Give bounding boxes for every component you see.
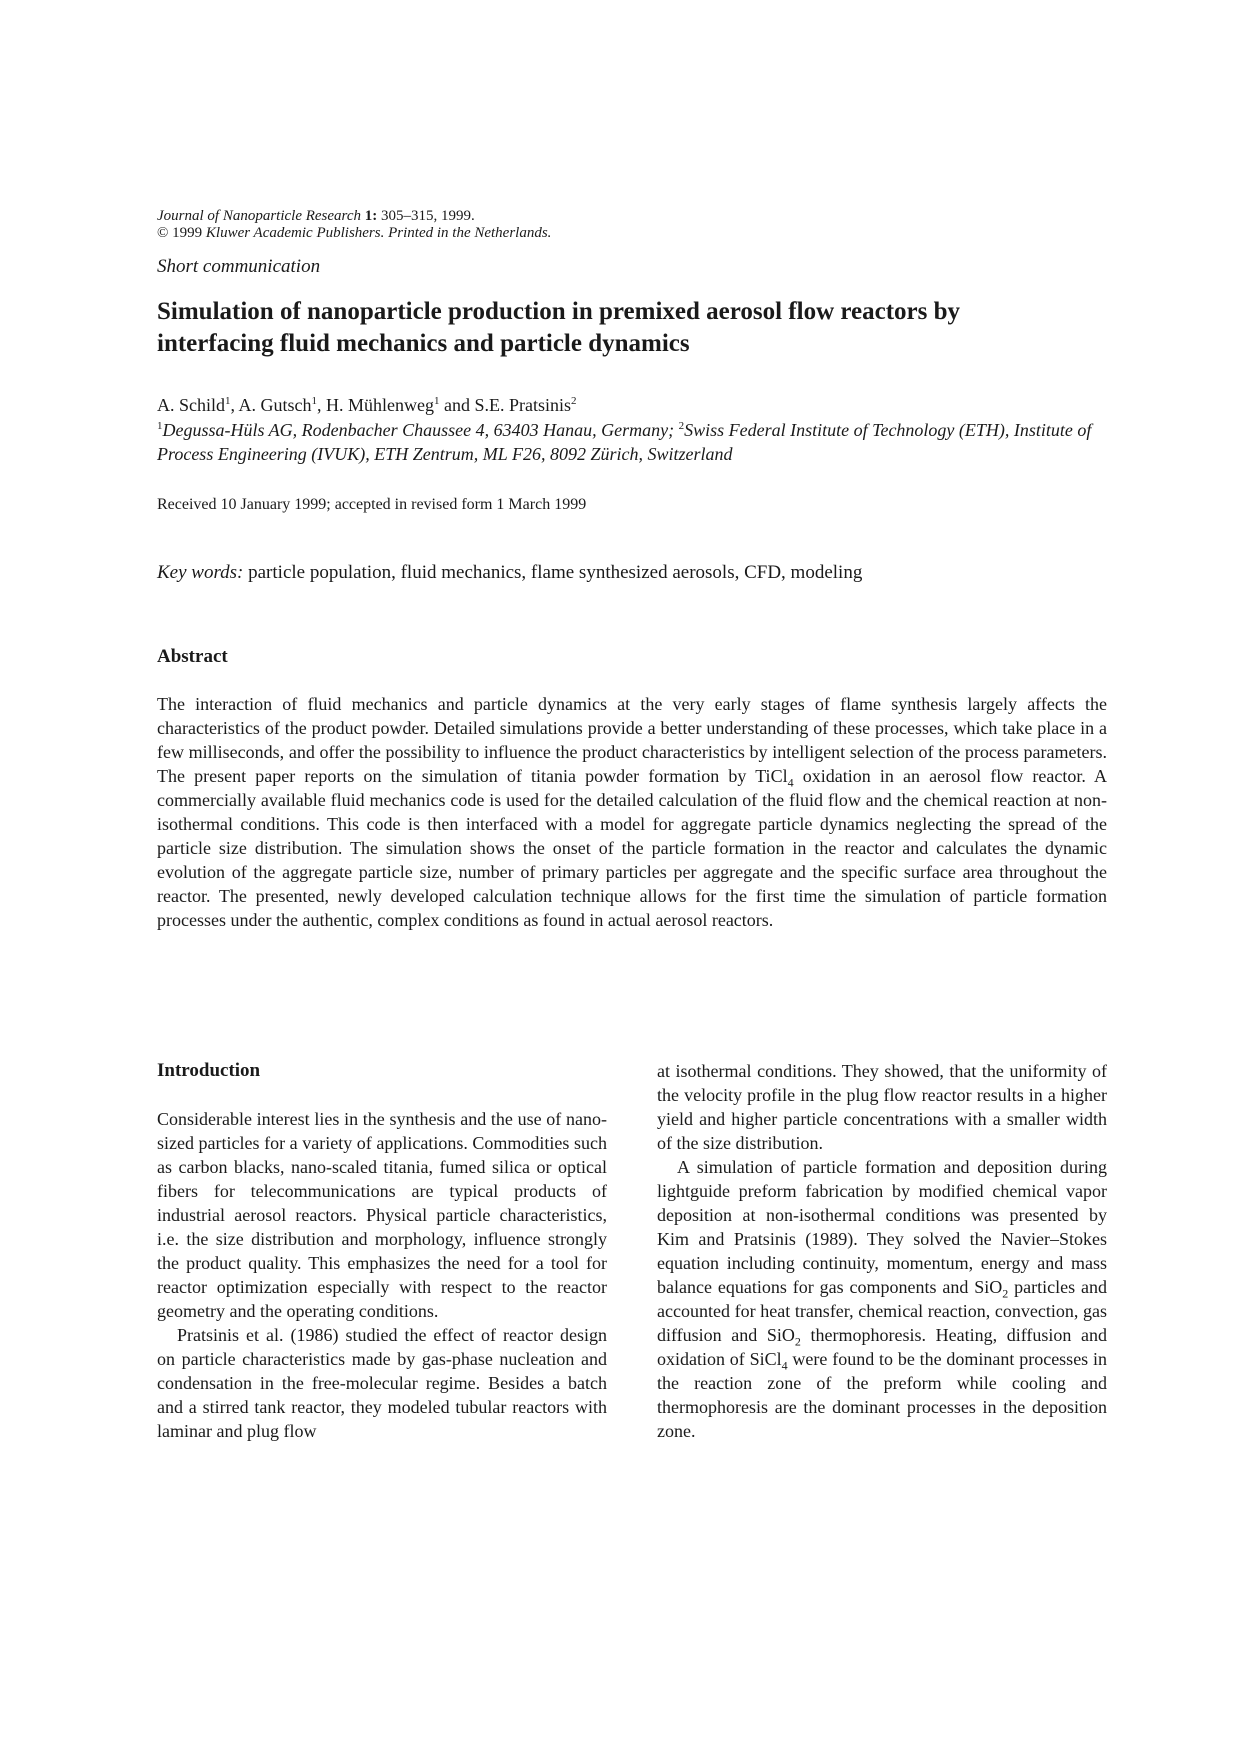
article-type: Short communication — [157, 256, 321, 277]
author-separator: , — [230, 395, 239, 415]
journal-volume: 1: — [364, 208, 378, 224]
author-list — [157, 394, 1107, 416]
affiliation-2: Swiss Federal Institute of Technology (ETH), Institute of Process Engineering (IVUK), ETH Zentrum, ML F26, 8092 Zürich, Switzerland — [157, 420, 1092, 464]
keywords-text: particle population, fluid mechanics, flame synthesized aerosols, CFD, modeling — [243, 562, 863, 583]
paragraph — [657, 1155, 1107, 1443]
paragraph-text: thermophoresis. Heating, diffusion and oxidation of SiCl — [657, 1325, 1107, 1369]
paragraph-text: were found to be the dominant processes in the reaction zone of the preform while cooling and thermophoresis are the dominant processes in the deposition zone. — [657, 1349, 1107, 1441]
abstract-heading: Abstract — [157, 646, 228, 667]
paragraph-text: particles and accounted for heat transfer, chemical reaction, convection, gas diffusion and SiO — [657, 1277, 1107, 1345]
abstract-text: The interaction of fluid mechanics and particle dynamics at the very early stages of flame synthesis largely affects the characteristics of the product powder. Detailed simulations provide a better understanding of these processes, which take place in a few milliseconds, and offer the possibility to influence the product characteristics by intelligent selection of the process parameters. The present paper reports on the simulation of titania powder formation by TiCl — [157, 694, 1107, 786]
journal-pages-year: 305–315, 1999. — [381, 208, 475, 224]
abstract-body — [157, 692, 1107, 932]
subscript: 2 — [794, 1334, 801, 1349]
author-name: S.E. Pratsinis — [474, 395, 572, 415]
affiliation-mark: 2 — [571, 395, 577, 407]
subscript: 4 — [787, 775, 794, 790]
left-column — [157, 1059, 607, 1443]
paragraph: Pratsinis et al. (1986) studied the effect of reactor design on particle characteristics made by gas-phase nucleation and condensation in the free-molecular regime. Besides a batch and a stirred tank reactor, they modeled tubular reactors with laminar and plug flow — [157, 1325, 607, 1441]
introduction-heading: Introduction — [157, 1060, 261, 1081]
journal-name: Journal of Nanoparticle Research — [157, 208, 361, 224]
received-dates: Received 10 January 1999; accepted in revised form 1 March 1999 — [157, 496, 587, 513]
abstract-text: oxidation in an aerosol flow reactor. A commercially available fluid mechanics code is used for the detailed calculation of the fluid flow and the chemical reaction at non-isothermal conditions. This code is then interfaced with a model for aggregate particle dynamics neglecting the spread of the particle size distribution. The simulation shows the onset of the particle formation in the reactor and calculates the dynamic evolution of the aggregate particle size, number of primary particles per aggregate and the specific surface area throughout the reactor. The presented, newly developed calculation technique allows for the first time the simulation of particle formation processes under the authentic, complex conditions as found in actual aerosol reactors. — [157, 766, 1107, 930]
journal-line — [157, 208, 1107, 225]
copyright-line — [157, 225, 1107, 242]
affiliation-mark: 2 — [678, 420, 685, 432]
affiliations — [157, 418, 1107, 466]
paragraph-text: A simulation of particle formation and deposition during lightguide preform fabrication by modified chemical vapor deposition at non-isothermal conditions was presented by Kim and Pratsinis (1989). They solved the Navier–Stokes equation including continuity, momentum, energy and mass balance equations for gas components and SiO — [657, 1157, 1107, 1297]
paper-page — [157, 208, 1107, 932]
copyright-year: © 1999 — [157, 225, 203, 241]
affiliation-mark: 1 — [225, 395, 231, 407]
body-columns — [157, 1059, 1107, 1443]
author-name: H. Mühlenweg — [326, 395, 435, 415]
paper-title: Simulation of nanoparticle production in premixed aerosol flow reactors by interfacing fluid mechanics and particle dynamics — [157, 298, 961, 357]
affiliation-1: Degussa-Hüls AG, Rodenbacher Chaussee 4, 63403 Hanau, Germany; — [162, 420, 679, 440]
affiliation-mark: 1 — [311, 395, 318, 407]
subscript: 4 — [781, 1358, 788, 1373]
author-separator: and — [439, 395, 475, 415]
keywords — [157, 562, 1107, 584]
author-name: A. Gutsch — [238, 395, 312, 415]
affiliation-mark: 1 — [157, 420, 163, 432]
affiliation-mark: 1 — [434, 395, 440, 407]
author-separator: , — [317, 395, 327, 415]
paragraph: Considerable interest lies in the synthesis and the use of nano-sized particles for a variety of applications. Commodities such as carbon blacks, nano-scaled titania, fumed silica or optical fibers for telecommunications are typical products of industrial aerosol reactors. Physical particle characteristics, i.e. the size distribution and morphology, influence strongly the product quality. This emphasizes the need for a tool for reactor optimization especially with respect to the reactor geometry and the operating conditions. — [157, 1109, 607, 1321]
subscript: 2 — [1002, 1286, 1009, 1301]
right-column — [657, 1059, 1107, 1443]
paragraph: at isothermal conditions. They showed, that the uniformity of the velocity profile in the plug flow reactor results in a higher yield and higher particle concentrations with a smaller width of the size distribution. — [657, 1061, 1107, 1153]
publisher: Kluwer Academic Publishers. Printed in the Netherlands. — [205, 225, 552, 241]
author-name: A. Schild — [157, 395, 226, 415]
keywords-label: Key words: — [157, 562, 244, 583]
journal-citation — [157, 208, 1107, 242]
